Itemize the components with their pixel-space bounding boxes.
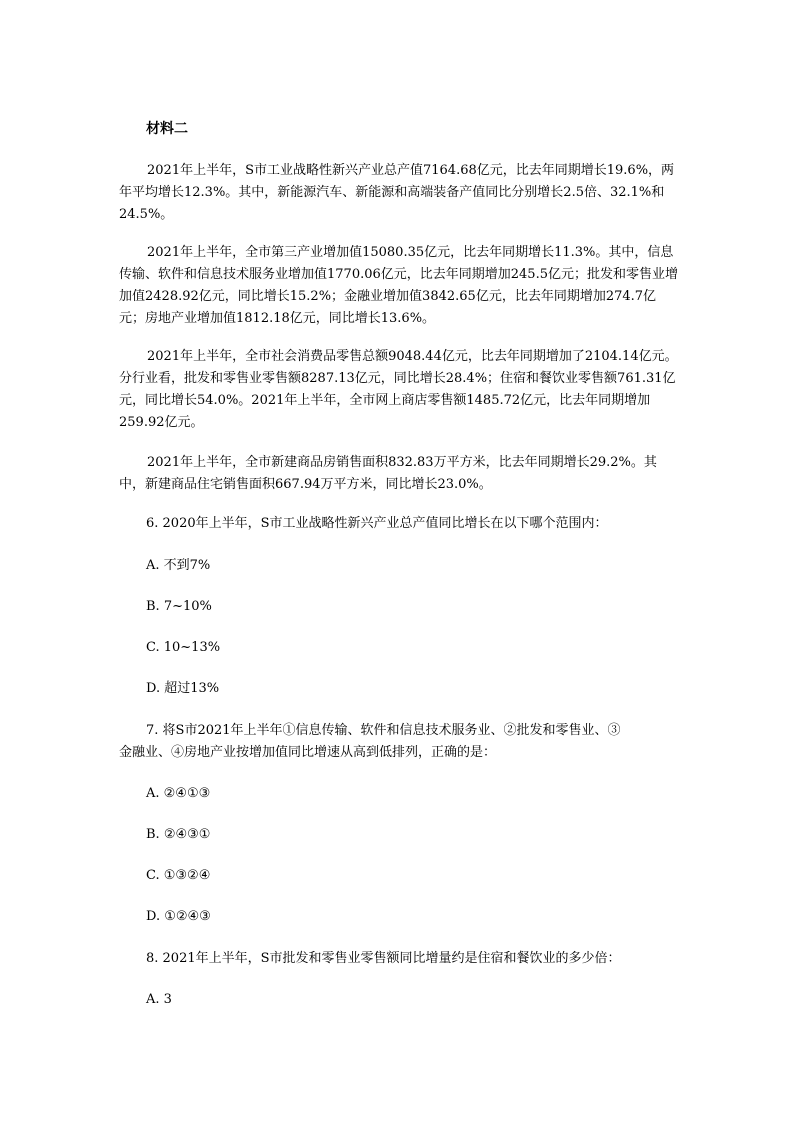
question-7-option-d[interactable]: D. ①②④③ [146, 909, 211, 924]
question-7-option-a[interactable]: A. ②④①③ [146, 786, 211, 801]
question-6-option-a[interactable]: A. 不到7% [146, 558, 211, 573]
question-6-option-d[interactable]: D. 超过13% [146, 681, 220, 696]
question-6-option-b[interactable]: B. 7~10% [146, 599, 212, 614]
paragraph-housing: 2021年上半年，全市新建商品房销售面积832.83万平方米，比去年同期增长29.2%。其中，新建商品住宅销售面积667.94万平方米，同比增长23.0%。 [119, 455, 657, 492]
question-6-stem: 6. 2020年上半年，S市工业战略性新兴产业总产值同比增长在以下哪个范围内： [146, 516, 608, 531]
question-7-stem-line1: 7. 将S市2021年上半年①信息传输、软件和信息技术服务业、②批发和零售业、③ [146, 723, 621, 738]
question-7-stem-line2: 金融业、④房地产业按增加值同比增速从高到低排列，正确的是： [119, 745, 497, 760]
paragraph-retail: 2021年上半年，全市社会消费品零售总额9048.44亿元，比去年同期增加了2104.14亿元。分行业看，批发和零售业零售额8287.13亿元，同比增长28.4%；住宿和餐饮业零售额761.31亿元，同比增长54.0%。2021年上半年，全市网上商店零售额1485.72亿元，比去年同期增加259.92亿元。 [119, 349, 678, 430]
paragraph-tertiary: 2021年上半年，全市第三产业增加值15080.35亿元，比去年同期增长11.3%。其中，信息传输、软件和信息技术服务业增加值1770.06亿元，比去年同期增加245.5亿元；批发和零售业增加值2428.92亿元，同比增长15.2%；金融业增加值3842.65亿元，比去年同期增加274.7亿元；房地产业增加值1812.18亿元，同比增长13.6%。 [119, 245, 678, 326]
question-6-option-c[interactable]: C. 10~13% [146, 640, 221, 655]
paragraph-industry: 2021年上半年，S市工业战略性新兴产业总产值7164.68亿元，比去年同期增长19.6%，两年平均增长12.3%。其中，新能源汽车、新能源和高端装备产值同比分别增长2.5倍、32.1%和24.5%。 [119, 163, 675, 222]
question-8-stem: 8. 2021年上半年，S市批发和零售业零售额同比增量约是住宿和餐饮业的多少倍： [146, 951, 621, 966]
question-7-option-b[interactable]: B. ②④③① [146, 827, 211, 842]
question-7-option-c[interactable]: C. ①③②④ [146, 868, 211, 883]
question-8-option-a[interactable]: A. 3 [146, 992, 172, 1007]
material-heading: 材料二 [146, 121, 188, 137]
